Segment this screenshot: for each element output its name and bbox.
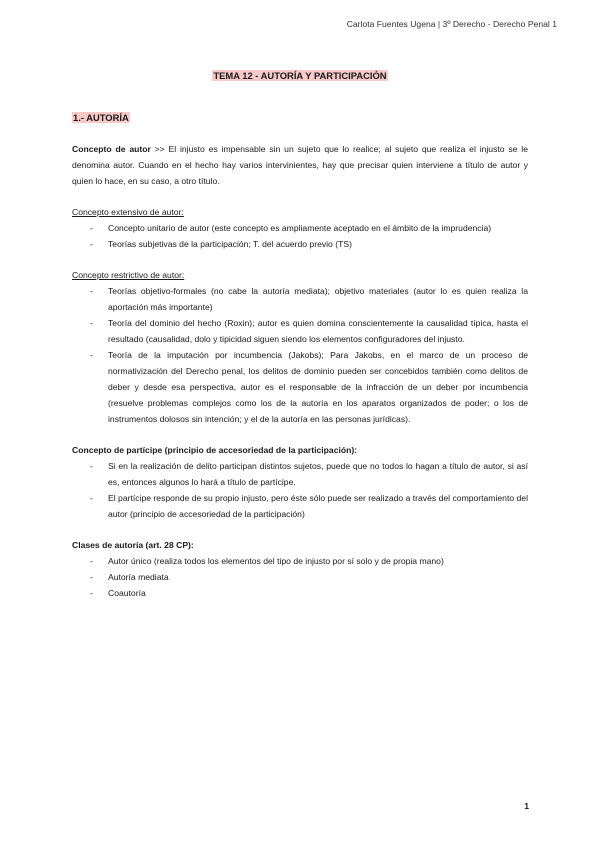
- list-item: - Teorías subjetivas de la participación; T. del acuerdo previo (TS): [90, 239, 352, 249]
- section-heading: 1.- AUTORÍA: [73, 112, 129, 123]
- document-body: [72, 141, 528, 601]
- intro-lead: Concepto de autor: [72, 144, 151, 154]
- intro-paragraph: [72, 141, 528, 189]
- list-item: - Teoría de la imputación por incumbencia (Jakobs); Para Jakobs, en el marco de un proceso de normativización del Derecho penal, los delitos de dominio pueden ser concebidos también como delitos de deber y desde esa perspectiva, autor es el responsable de la infracción de un deber por incumbencia (resuelve problemas complejos como los de la autoría en los aparatos organizados de poder; o los de instrumentos dolosos sin intención; y el de la autoría en las personas jurídicas).: [90, 350, 528, 424]
- participe-heading: Concepto de partícipe (principio de accesoriedad de la participación):: [72, 445, 358, 455]
- page-number: 1: [524, 801, 529, 811]
- restrictivo-heading: Concepto restrictivo de autor:: [72, 270, 185, 280]
- list-item: - El partícipe responde de su propio injusto, pero éste sólo puede ser realizado a través del comportamiento del autor (principio de accesoriedad de la participación): [90, 493, 528, 519]
- title-container: [0, 66, 600, 84]
- extensivo-list: [72, 220, 528, 252]
- participe-list: [72, 458, 528, 522]
- list-item: - Autoría mediata: [90, 572, 169, 582]
- list-item: - Teoría del dominio del hecho (Roxin); autor es quien domina conscientemente la causalidad típica, hasta el resultado (causalidad, dolo y tipicidad siguen siendo los elementos configuradores del injusto.: [90, 318, 528, 344]
- extensivo-heading: Concepto extensivo de autor:: [72, 207, 184, 217]
- restrictivo-list: [72, 283, 528, 427]
- list-item: - Teorías objetivo-formales (no cabe la autoría mediata); objetivo materiales (autor lo es quien realiza la aportación más importante): [90, 286, 528, 312]
- list-item: - Autor único (realiza todos los elementos del tipo de injusto por sí solo y de propia mano): [90, 556, 444, 566]
- clases-list: [72, 553, 528, 601]
- document-title: TEMA 12 - AUTORÍA Y PARTICIPACIÓN: [213, 70, 387, 81]
- list-item: - Concepto unitario de autor (este concepto es ampliamente aceptado en el ámbito de la imprudencia): [90, 223, 492, 233]
- intro-text: >> El injusto es impensable sin un sujeto que lo realice; al sujeto que realiza el injusto se le denomina autor. Cuando en el hecho hay varios intervinientes, hay que precisar quien interviene a título de autor y quien lo hace, en su caso, a otro título.: [72, 144, 528, 186]
- clases-heading: Clases de autoría (art. 28 CP):: [72, 540, 194, 550]
- list-item: - Si en la realización de delito participan distintos sujetos, puede que no todos lo hagan a título de autor, si así es, entonces algunos lo hará a título de partícipe.: [90, 461, 528, 487]
- page-header: Carlota Fuentes Ugena | 3º Derecho - Derecho Penal 1: [346, 19, 557, 29]
- list-item: - Coautoría: [90, 588, 146, 598]
